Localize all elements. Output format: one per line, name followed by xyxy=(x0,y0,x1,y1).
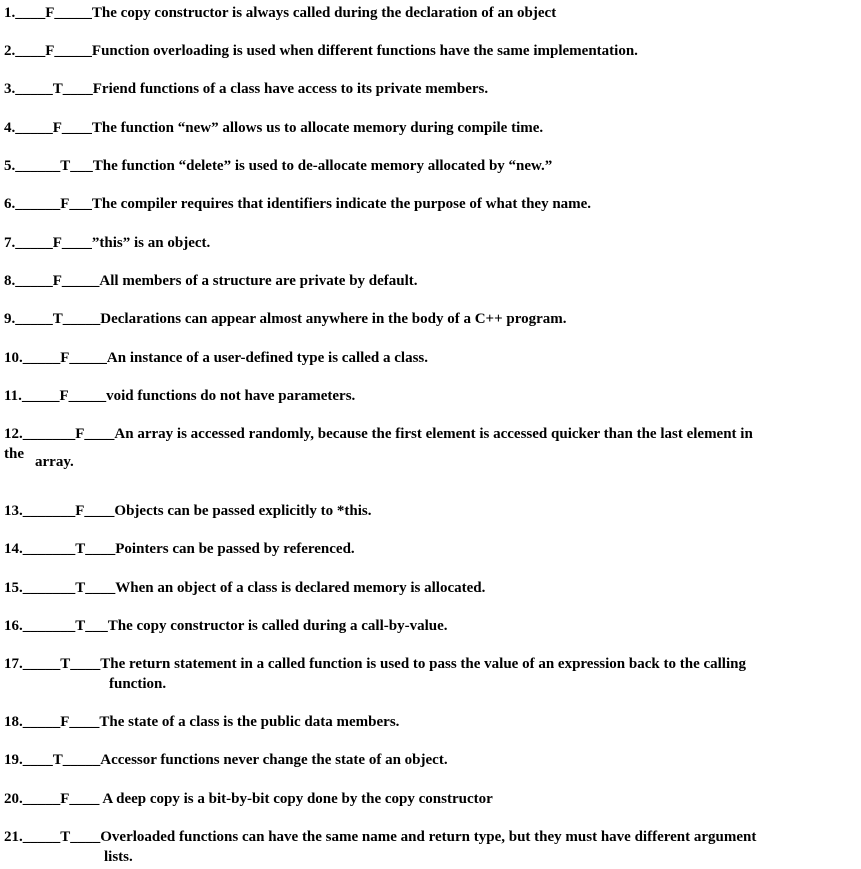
question-text: The function “delete” is used to de-allocate memory allocated by “new.” xyxy=(92,158,553,174)
question-text: Friend functions of a class have access to its private members. xyxy=(92,81,489,97)
question-15 xyxy=(4,579,485,597)
question-text: The compiler requires that identifiers indicate the purpose of what they name. xyxy=(91,196,592,212)
answer-value: T xyxy=(52,752,63,768)
answer-value: T xyxy=(75,580,86,596)
question-text: The copy constructor is called during a call-by-value. xyxy=(107,618,448,634)
answer-blank-right: _____ xyxy=(54,5,92,21)
answer-value: F xyxy=(52,235,62,251)
answer-blank-right: ____ xyxy=(84,503,115,519)
question-number: 5. xyxy=(4,158,16,174)
answer-blank-right: _____ xyxy=(62,311,101,327)
answer-value: T xyxy=(52,311,63,327)
question-21 xyxy=(4,828,756,846)
answer-value: F xyxy=(60,791,70,807)
question-number: 18. xyxy=(4,714,23,730)
question-19 xyxy=(4,751,448,769)
answer-value: T xyxy=(60,158,71,174)
question-17 xyxy=(4,655,746,673)
answer-blank-left: _____ xyxy=(22,350,61,366)
question-text: The copy constructor is always called during the declaration of an object xyxy=(91,5,557,21)
answer-blank-left: _____ xyxy=(22,791,61,807)
answer-blank-left: _____ xyxy=(15,235,53,251)
answer-blank-left: _______ xyxy=(22,503,76,519)
question-text: Overloaded functions can have the same name and return type, but they must have different argument xyxy=(100,829,757,845)
answer-blank-right: ____ xyxy=(85,580,116,596)
answer-value: T xyxy=(52,81,63,97)
question-9 xyxy=(4,310,567,328)
question-number: 19. xyxy=(4,752,23,768)
answer-blank-right: ____ xyxy=(84,426,115,442)
question-11 xyxy=(4,387,355,405)
question-6 xyxy=(4,195,591,213)
question-number: 7. xyxy=(4,235,16,251)
question-21-continuation: lists. xyxy=(104,849,133,865)
question-text: Function overloading is used when different functions have the same implementation. xyxy=(91,43,638,59)
question-number: 13. xyxy=(4,503,23,519)
answer-blank-right: ____ xyxy=(69,714,100,730)
answer-blank-right: _____ xyxy=(54,43,92,59)
answer-value: T xyxy=(60,656,71,672)
question-3 xyxy=(4,80,488,98)
question-text: All members of a structure are private by default. xyxy=(99,273,418,289)
question-number: 3. xyxy=(4,81,16,97)
answer-blank-left: _______ xyxy=(22,426,76,442)
question-18 xyxy=(4,713,399,731)
question-text: The return statement in a called function is used to pass the value of an expression back to the calling xyxy=(100,656,746,672)
question-text: Pointers can be passed by referenced. xyxy=(115,541,355,557)
question-number: 1. xyxy=(4,5,16,21)
question-12-continuation-a: the xyxy=(4,446,24,462)
question-2 xyxy=(4,42,638,60)
question-text: Accessor functions never change the state of an object. xyxy=(100,752,448,768)
question-12 xyxy=(4,425,753,443)
question-10 xyxy=(4,349,428,367)
answer-blank-left: _____ xyxy=(22,656,61,672)
answer-blank-right: _____ xyxy=(62,752,101,768)
answer-value: F xyxy=(52,273,62,289)
question-7 xyxy=(4,234,210,252)
answer-blank-right: ___ xyxy=(69,196,92,212)
question-text: An instance of a user-defined type is called a class. xyxy=(106,350,429,366)
answer-blank-right: ____ xyxy=(69,791,100,807)
question-12-continuation-b: array. xyxy=(35,454,74,470)
question-13 xyxy=(4,502,372,520)
answer-value: T xyxy=(75,541,86,557)
answer-blank-right: _____ xyxy=(69,350,107,366)
question-text: The function “new” allows us to allocate memory during compile time. xyxy=(91,120,544,136)
answer-blank-right: ___ xyxy=(85,618,108,634)
answer-blank-left: _____ xyxy=(15,120,53,136)
answer-blank-right: ____ xyxy=(61,235,92,251)
question-8 xyxy=(4,272,418,290)
question-number: 2. xyxy=(4,43,16,59)
question-number: 21. xyxy=(4,829,23,845)
question-number: 20. xyxy=(4,791,23,807)
answer-blank-right: ____ xyxy=(70,656,101,672)
answer-value: T xyxy=(75,618,86,634)
answer-blank-right: _____ xyxy=(68,388,107,404)
question-number: 10. xyxy=(4,350,23,366)
question-text: Declarations can appear almost anywhere in the body of a C++ program. xyxy=(100,311,567,327)
question-number: 17. xyxy=(4,656,23,672)
answer-blank-left: _____ xyxy=(21,388,60,404)
question-number: 12. xyxy=(4,426,23,442)
answer-blank-left: ____ xyxy=(22,752,53,768)
answer-value: F xyxy=(75,503,85,519)
answer-blank-left: ______ xyxy=(15,158,61,174)
question-number: 8. xyxy=(4,273,16,289)
question-number: 16. xyxy=(4,618,23,634)
question-4 xyxy=(4,119,543,137)
question-20 xyxy=(4,790,493,808)
question-text: ”this” is an object. xyxy=(91,235,211,251)
question-number: 14. xyxy=(4,541,23,557)
question-5 xyxy=(4,157,552,175)
answer-blank-left: _____ xyxy=(15,273,53,289)
answer-blank-right: _____ xyxy=(61,273,100,289)
answer-value: F xyxy=(45,43,55,59)
question-14 xyxy=(4,540,355,558)
answer-value: F xyxy=(45,5,55,21)
question-number: 15. xyxy=(4,580,23,596)
answer-value: F xyxy=(59,388,69,404)
question-number: 11. xyxy=(4,388,22,404)
answer-blank-left: _______ xyxy=(22,580,76,596)
answer-blank-left: ______ xyxy=(15,196,61,212)
question-text: A deep copy is a bit-by-bit copy done by the copy constructor xyxy=(99,791,493,807)
answer-blank-right: ____ xyxy=(61,120,92,136)
answer-blank-left: ____ xyxy=(15,43,46,59)
question-1 xyxy=(4,4,556,22)
question-16 xyxy=(4,617,448,635)
question-number: 9. xyxy=(4,311,16,327)
answer-blank-left: _____ xyxy=(22,714,61,730)
question-text: An array is accessed randomly, because the first element is accessed quicker than the last element in xyxy=(114,426,753,442)
answer-blank-right: ____ xyxy=(85,541,116,557)
question-17-continuation: function. xyxy=(109,676,167,692)
question-number: 4. xyxy=(4,120,16,136)
answer-blank-left: _____ xyxy=(15,81,53,97)
answer-blank-left: _______ xyxy=(22,541,76,557)
question-text: void functions do not have parameters. xyxy=(106,388,356,404)
answer-blank-left: _____ xyxy=(22,829,61,845)
answer-value: F xyxy=(75,426,85,442)
answer-value: F xyxy=(60,196,70,212)
answer-blank-right: ____ xyxy=(70,829,101,845)
question-number: 6. xyxy=(4,196,16,212)
answer-value: T xyxy=(60,829,71,845)
answer-blank-right: ____ xyxy=(62,81,93,97)
answer-value: F xyxy=(60,714,70,730)
answer-blank-left: _____ xyxy=(15,311,53,327)
question-text: Objects can be passed explicitly to *this. xyxy=(114,503,372,519)
answer-blank-right: ___ xyxy=(70,158,93,174)
answer-blank-left: _______ xyxy=(22,618,76,634)
answer-value: F xyxy=(60,350,70,366)
answer-value: F xyxy=(52,120,62,136)
question-text: The state of a class is the public data members. xyxy=(99,714,400,730)
answer-blank-left: ____ xyxy=(15,5,46,21)
question-text: When an object of a class is declared memory is allocated. xyxy=(115,580,486,596)
